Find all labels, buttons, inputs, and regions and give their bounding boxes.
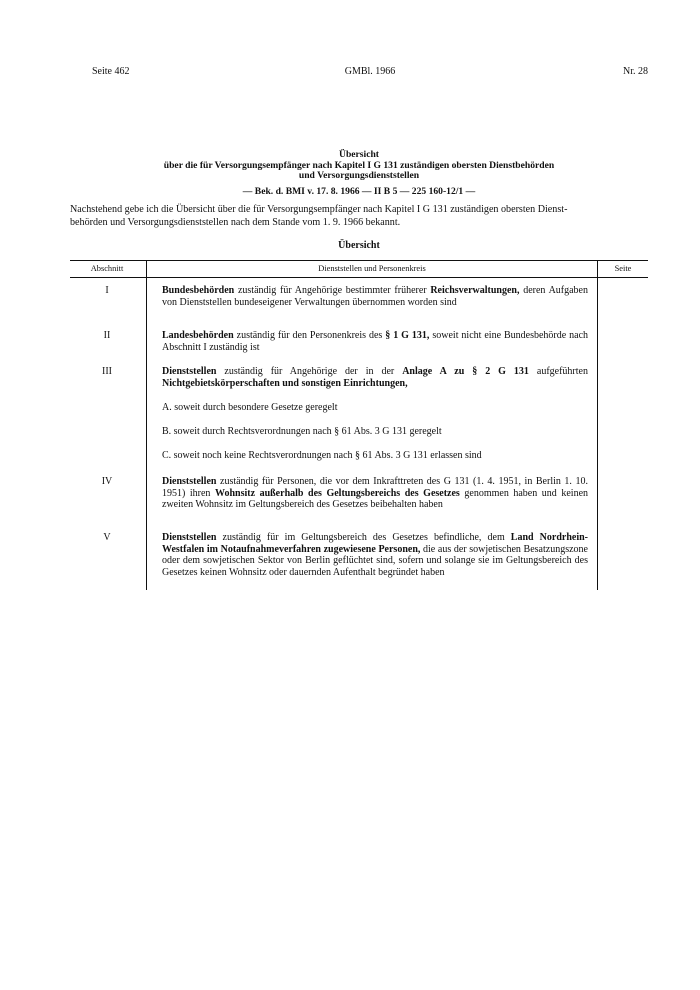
section-description	[162, 532, 588, 578]
reference-line: — Bek. d. BMI v. 17. 8. 1966 — II B 5 — 225 160-12/1 —	[242, 186, 476, 197]
text-span: genommen haben und keinen zweiten Wohnsitz im Geltungsbereich des Gesetzes beibehalten haben	[162, 487, 589, 511]
intro-paragraph	[70, 204, 648, 229]
title-line-1: Übersicht	[339, 149, 379, 160]
bold-term: Bundesbehörden	[162, 285, 235, 296]
title-line-3: und Versorgungsdienststellen	[298, 170, 420, 182]
bold-term: Landesbehörden	[162, 330, 234, 341]
intro-line-2: behörden und Versorgungsdienststellen nach dem Stande vom 1. 9. 1966 bekannt.	[70, 216, 401, 228]
column-divider	[597, 260, 598, 590]
text-span: zuständig für Personen, die vor dem Inkrafttreten des G 131 (1. 4. 1951, in Berlin 1. 10. 1951) ihren	[162, 476, 588, 499]
journal-name: GMBl. 1966	[344, 66, 396, 77]
bold-term: Dienststellen	[162, 476, 217, 487]
text-span: deren Aufgaben von Dienststellen bundeseigener Verwaltungen übernommen worden sind	[162, 285, 588, 308]
subsection-c: C. soweit noch keine Rechtsverordnungen nach § 61 Abs. 3 G 131 erlassen sind	[162, 450, 482, 461]
table-title: Übersicht	[338, 240, 380, 251]
text-span: soweit nicht eine Bundesbehörde nach Abschnitt I zuständig ist	[162, 330, 589, 353]
section-description	[162, 366, 588, 389]
bold-term: § 1 G 131,	[385, 330, 430, 341]
bold-term: Dienststellen	[162, 366, 217, 377]
document-title	[70, 150, 648, 182]
bold-term: Reichsverwaltungen,	[430, 285, 520, 296]
text-span: die aus der sowjetischen Besatzungszone oder dem sowjetischen Sektor von Berlin geflüchtet sind, sofern und solange sie im Geltungsbereich des Gesetzes keinen Wohnsitz oder dauernden Aufenthalt begründet haben	[162, 543, 588, 578]
section-number: II	[103, 330, 111, 341]
text-span: zuständig für im Geltungsbereich des Gesetzes befindliche, dem	[216, 532, 511, 543]
bold-term: Nichtgebietskörperschaften und sonstigen Einrichtungen,	[162, 377, 408, 389]
text-span: zuständig für Angehörige bestimmter früherer	[234, 285, 431, 296]
subsection-a: A. soweit durch besondere Gesetze geregelt	[162, 402, 338, 413]
section-description	[162, 330, 588, 353]
section-number: I	[105, 285, 109, 296]
section-number: IV	[101, 476, 113, 487]
text-span: aufgeführten	[528, 366, 588, 377]
bold-term: Dienststellen	[162, 532, 217, 543]
table-header	[70, 260, 648, 278]
title-line-2: über die für Versorgungsempfänger nach Kapitel I G 131 zuständigen obersten Dienstbehörden	[163, 159, 555, 171]
issue-number: Nr. 28	[623, 66, 648, 77]
text-span: zuständig für Angehörige der in der	[216, 366, 403, 377]
bold-term: Wohnsitz außerhalb des Geltungsbereichs des Gesetzes	[215, 487, 460, 499]
column-header-seite: Seite	[614, 264, 632, 273]
column-header-dienststellen: Dienststellen und Personenkreis	[318, 264, 426, 273]
bold-term: Land Nordrhein-Westfalen im Notaufnahmeverfahren zugewiesene Personen,	[162, 532, 588, 555]
page-number: Seite 462	[92, 66, 130, 77]
section-description	[162, 285, 588, 308]
text-span: zuständig für den Personenkreis des	[233, 330, 386, 341]
column-header-abschnitt: Abschnitt	[90, 264, 124, 273]
section-number: III	[102, 366, 112, 377]
page-header	[92, 66, 648, 80]
column-divider	[146, 260, 147, 590]
section-number: V	[103, 532, 111, 543]
section-description	[162, 476, 588, 511]
bold-term: Anlage A zu § 2 G 131	[402, 366, 529, 377]
intro-line-1: Nachstehend gebe ich die Übersicht über die für Versorgungsempfänger nach Kapitel I G 131 zuständigen obersten Dienst-	[70, 204, 568, 215]
subsection-b: B. soweit durch Rechtsverordnungen nach § 61 Abs. 3 G 131 geregelt	[162, 426, 442, 437]
